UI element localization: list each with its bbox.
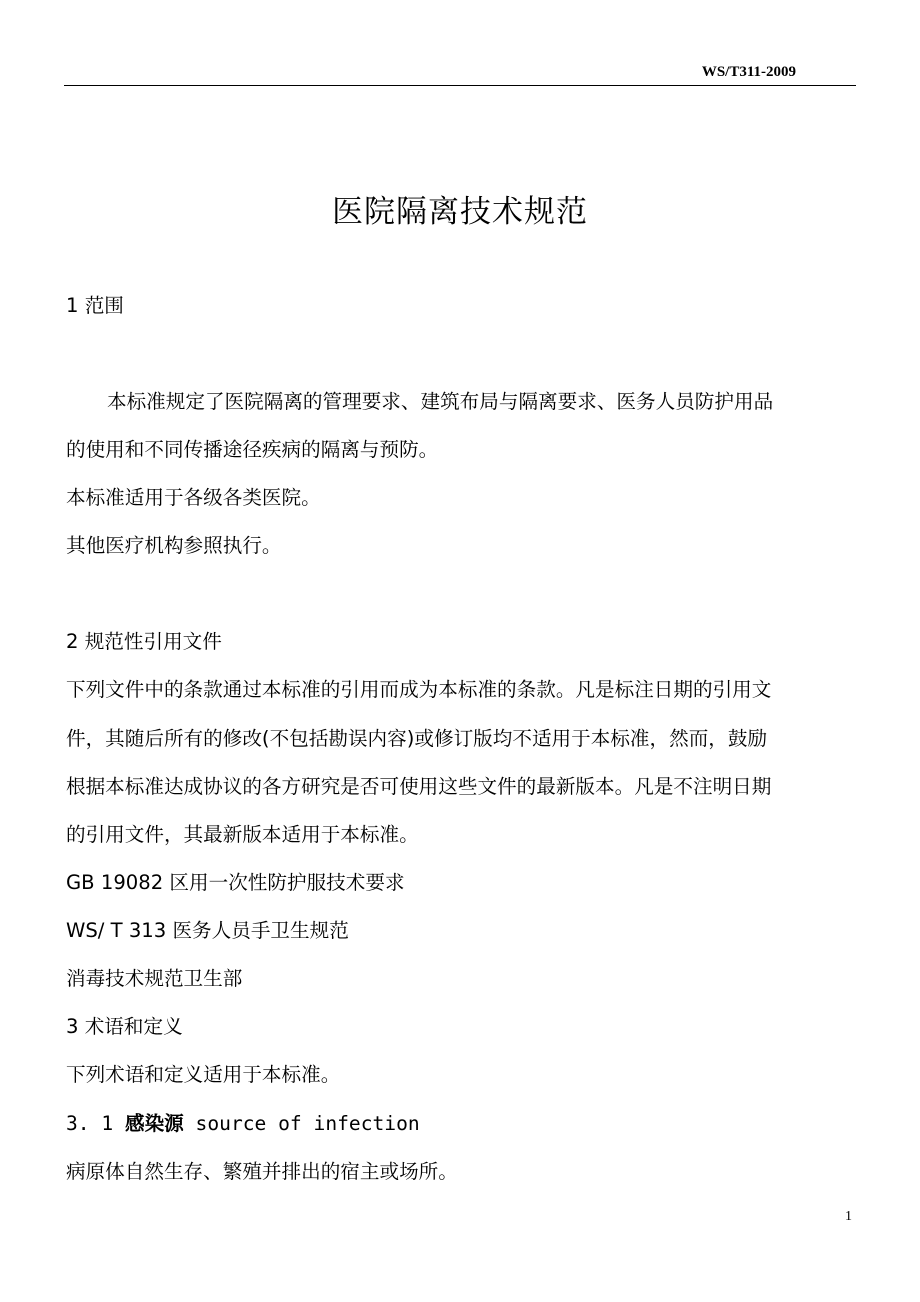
- header-rule: [64, 85, 856, 86]
- paragraph-line: 本标准规定了医院隔离的管理要求、建筑布局与隔离要求、医务人员防护用品: [107, 390, 774, 413]
- term-number: 3. 1: [66, 1112, 125, 1135]
- paragraph-line: 本标准适用于各级各类医院。: [66, 486, 321, 509]
- document-title: 医院隔离技术规范: [332, 194, 588, 230]
- section-2-heading: 2 规范性引用文件: [66, 630, 222, 653]
- term-3-1: [66, 1112, 420, 1136]
- page-number: 1: [845, 1209, 852, 1224]
- reference-item: 消毒技术规范卫生部: [66, 967, 243, 990]
- paragraph-line: 件，其随后所有的修改(不包括勘误内容)或修订版均不适用于本标准，然而，鼓励: [66, 727, 768, 750]
- paragraph-line: 其他医疗机构参照执行。: [66, 534, 282, 557]
- reference-item: WS/ T 313 医务人员手卫生规范: [66, 919, 349, 942]
- standard-code-header: WS/T311-2009: [701, 64, 796, 80]
- term-english: source of infection: [183, 1112, 420, 1135]
- section-3-heading: 3 术语和定义: [66, 1015, 183, 1038]
- paragraph-line: 下列文件中的条款通过本标准的引用而成为本标准的条款。凡是标注日期的引用文: [66, 678, 772, 701]
- paragraph-line: 根据本标准达成协议的各方研究是否可使用这些文件的最新版本。凡是不注明日期: [66, 775, 772, 798]
- reference-item: GB 19082 区用一次性防护服技术要求: [66, 871, 405, 894]
- paragraph-line: 的引用文件，其最新版本适用于本标准。: [66, 823, 419, 846]
- term-definition: 病原体自然生存、繁殖并排出的宿主或场所。: [66, 1160, 458, 1183]
- paragraph-line: 下列术语和定义适用于本标准。: [66, 1063, 341, 1086]
- paragraph-line: 的使用和不同传播途径疾病的隔离与预防。: [66, 438, 439, 461]
- term-name: 感染源: [124, 1112, 184, 1135]
- section-1-heading: 1 范围: [66, 294, 124, 317]
